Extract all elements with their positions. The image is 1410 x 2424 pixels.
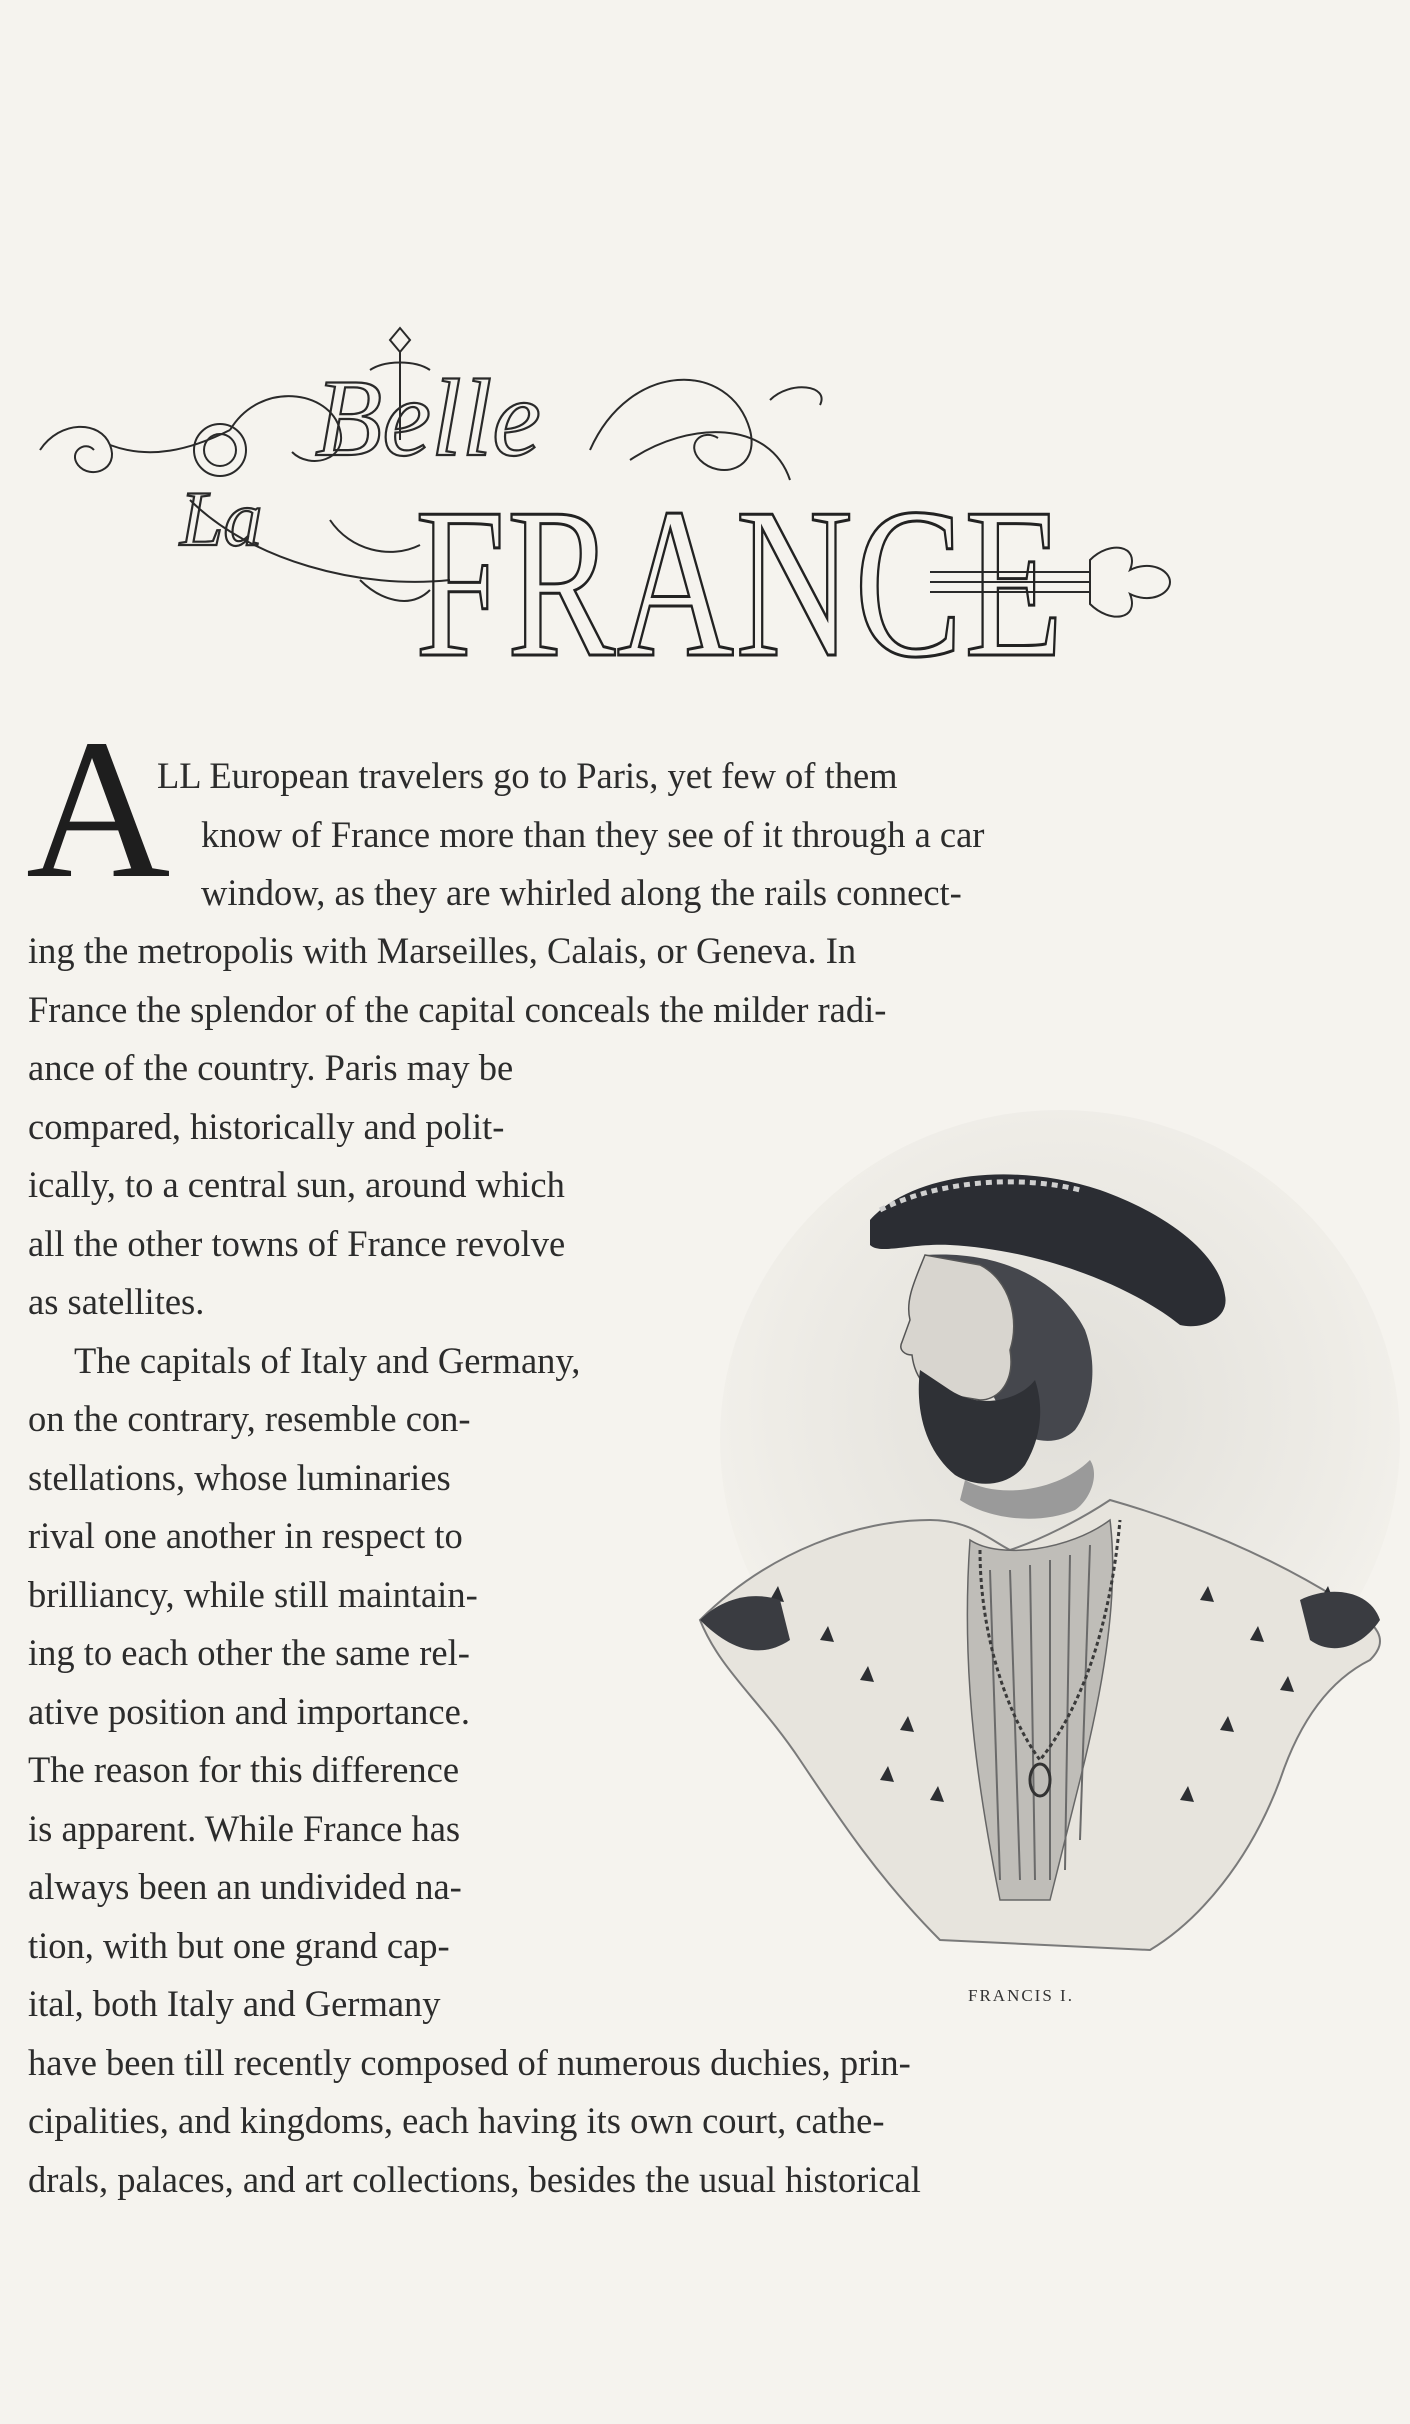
text-line: cipalities, and kingdoms, each having its own court, cathe-: [28, 2100, 885, 2141]
text-line: ative position and importance.: [28, 1690, 470, 1732]
text-line: rival one another in respect to: [28, 1515, 463, 1556]
portrait-engraving: [680, 1080, 1400, 1960]
text-line: ital, both Italy and Germany: [28, 1983, 441, 2024]
title-ornament: [30, 320, 1190, 720]
text-line: ing to each other the same rel-: [28, 1632, 470, 1673]
text-line: have been till recently composed of numerous duchies, prin-: [28, 2041, 911, 2083]
text-line: LL European travelers go to Paris, yet few of them: [157, 755, 898, 796]
text-line: all the other towns of France revolve: [28, 1222, 566, 1264]
text-line: compared, historically and polit-: [28, 1105, 505, 1147]
opening-lines: [155, 747, 984, 923]
text-line: ing the metropolis with Marseilles, Calais, or Geneva. In: [28, 930, 857, 971]
portrait-francis-i: [680, 1080, 1400, 1960]
text-line: on the contrary, resemble con-: [28, 1398, 471, 1439]
text-line: The capitals of Italy and Germany,: [74, 1339, 581, 1381]
text-line: is apparent. While France has: [28, 1807, 461, 1849]
text-line: window, as they are whirled along the rails connect-: [201, 872, 962, 913]
text-line: ically, to a central sun, around which: [28, 1164, 565, 1205]
text-line: The reason for this difference: [28, 1749, 460, 1790]
drop-cap: A: [26, 699, 171, 920]
text-line: stellations, whose luminaries: [28, 1456, 451, 1498]
text-line: brilliancy, while still maintain-: [28, 1573, 478, 1615]
title-belle: Belle: [315, 357, 541, 479]
text-line: tion, with but one grand cap-: [28, 1924, 450, 1966]
text-line: drals, palaces, and art collections, besides the usual historical: [28, 2158, 921, 2200]
paragraph-1-full: [28, 922, 886, 1039]
figure-caption: FRANCIS I.: [968, 1986, 1074, 2005]
text-line: as satellites.: [28, 1281, 205, 1322]
title-flourish: [30, 320, 1190, 720]
text-line: always been an undivided na-: [28, 1866, 462, 1907]
title-la: La: [180, 475, 263, 562]
text-line: France the splendor of the capital conceals the milder radi-: [28, 988, 887, 1030]
text-line: know of France more than they see of it through a car: [201, 813, 985, 855]
title-france: FRANCE: [415, 463, 1065, 702]
text-line: ance of the country. Paris may be: [28, 1047, 514, 1088]
